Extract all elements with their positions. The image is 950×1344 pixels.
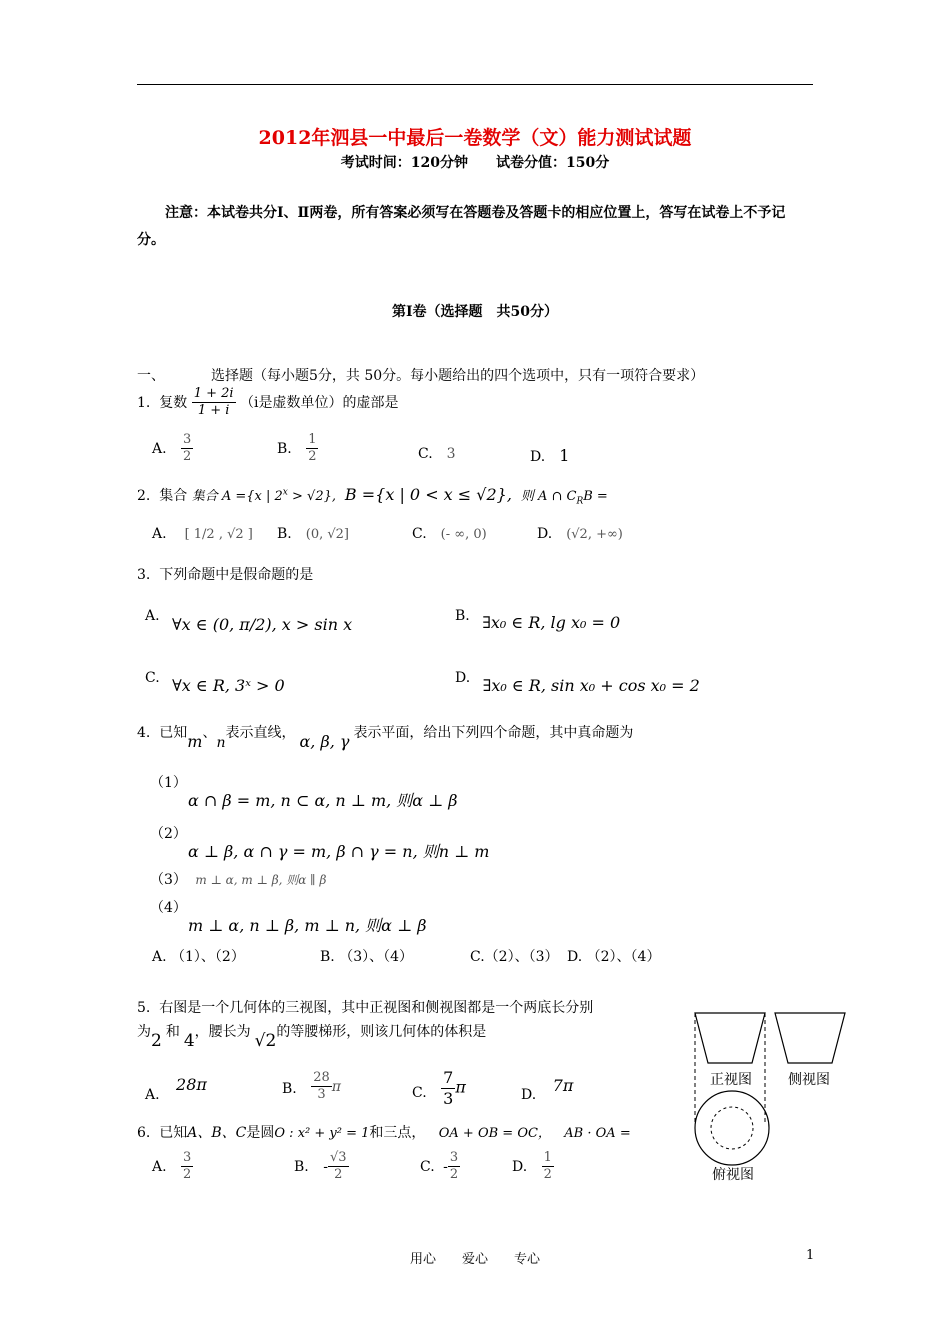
three-view-figure <box>690 1005 870 1195</box>
q4-item-2: （2） α ⊥ β, α ∩ γ = m, β ∩ γ = n, 则n ⊥ m <box>150 826 490 861</box>
top-view-label: 俯视图 <box>712 1167 754 1183</box>
question-4: 4. 已知m、n表示直线， α, β, γ 表示平面，给出下列四个命题，其中真命题为 <box>137 725 634 751</box>
header-rule <box>137 84 813 85</box>
notice-text: 注意：本试卷共分Ⅰ、Ⅱ两卷，所有答案必须写在答题卷及答题卡的相应位置上，答写在试卷上不予记分。 <box>137 205 786 248</box>
question-2: 2. 集合 集合 A ={x | $2^x > √2$}, B ={x | 0 < x ≤ √2}, 则 A ∩ $C_RB$ = <box>137 485 608 507</box>
question-3: 3. 下列命题中是假命题的是 <box>137 567 314 583</box>
footer-text: 用心 爱心 专心 <box>409 1252 540 1267</box>
q4-item-3: （3） m ⊥ α, m ⊥ β, 则α ∥ β <box>150 872 327 888</box>
page-title: 2012年泗县一中最后一卷数学（文）能力测试试题 <box>258 127 692 149</box>
question-1: 1. 复数 $\frac{1 + 2i}{1 + i}$ （i是虚数单位）的虚部是 <box>137 386 399 419</box>
question-1-options: A. $\frac{3}{2}$ <box>152 432 192 465</box>
question-5: 5. 右图是一个几何体的三视图，其中正视图和侧视图都是一个两底长分别 <box>137 1000 594 1016</box>
q4-item-1: （1） α ∩ β = m, n ⊂ α, n ⊥ m, 则α ⊥ β <box>150 775 458 810</box>
part-one-header: 一、 选择题（每小题5分，共 50分。每小题给出的四个选项中，只有一项符合要求） <box>137 368 705 384</box>
page-number: 1 <box>806 1248 815 1263</box>
front-view-label: 正视图 <box>710 1072 752 1088</box>
exam-info: 考试时间：120分钟 试卷分值：150分 <box>340 155 610 171</box>
section-title: 第Ⅰ卷（选择题 共50分） <box>391 304 559 320</box>
q4-item-4: （4） m ⊥ α, n ⊥ β, m ⊥ n, 则α ⊥ β <box>150 900 427 935</box>
side-view-label: 侧视图 <box>788 1072 830 1088</box>
question-6: 6. 已知A、B、C是圆O : x² + y² = 1和三点， OA + OB = OC， AB · OA = <box>137 1125 631 1141</box>
